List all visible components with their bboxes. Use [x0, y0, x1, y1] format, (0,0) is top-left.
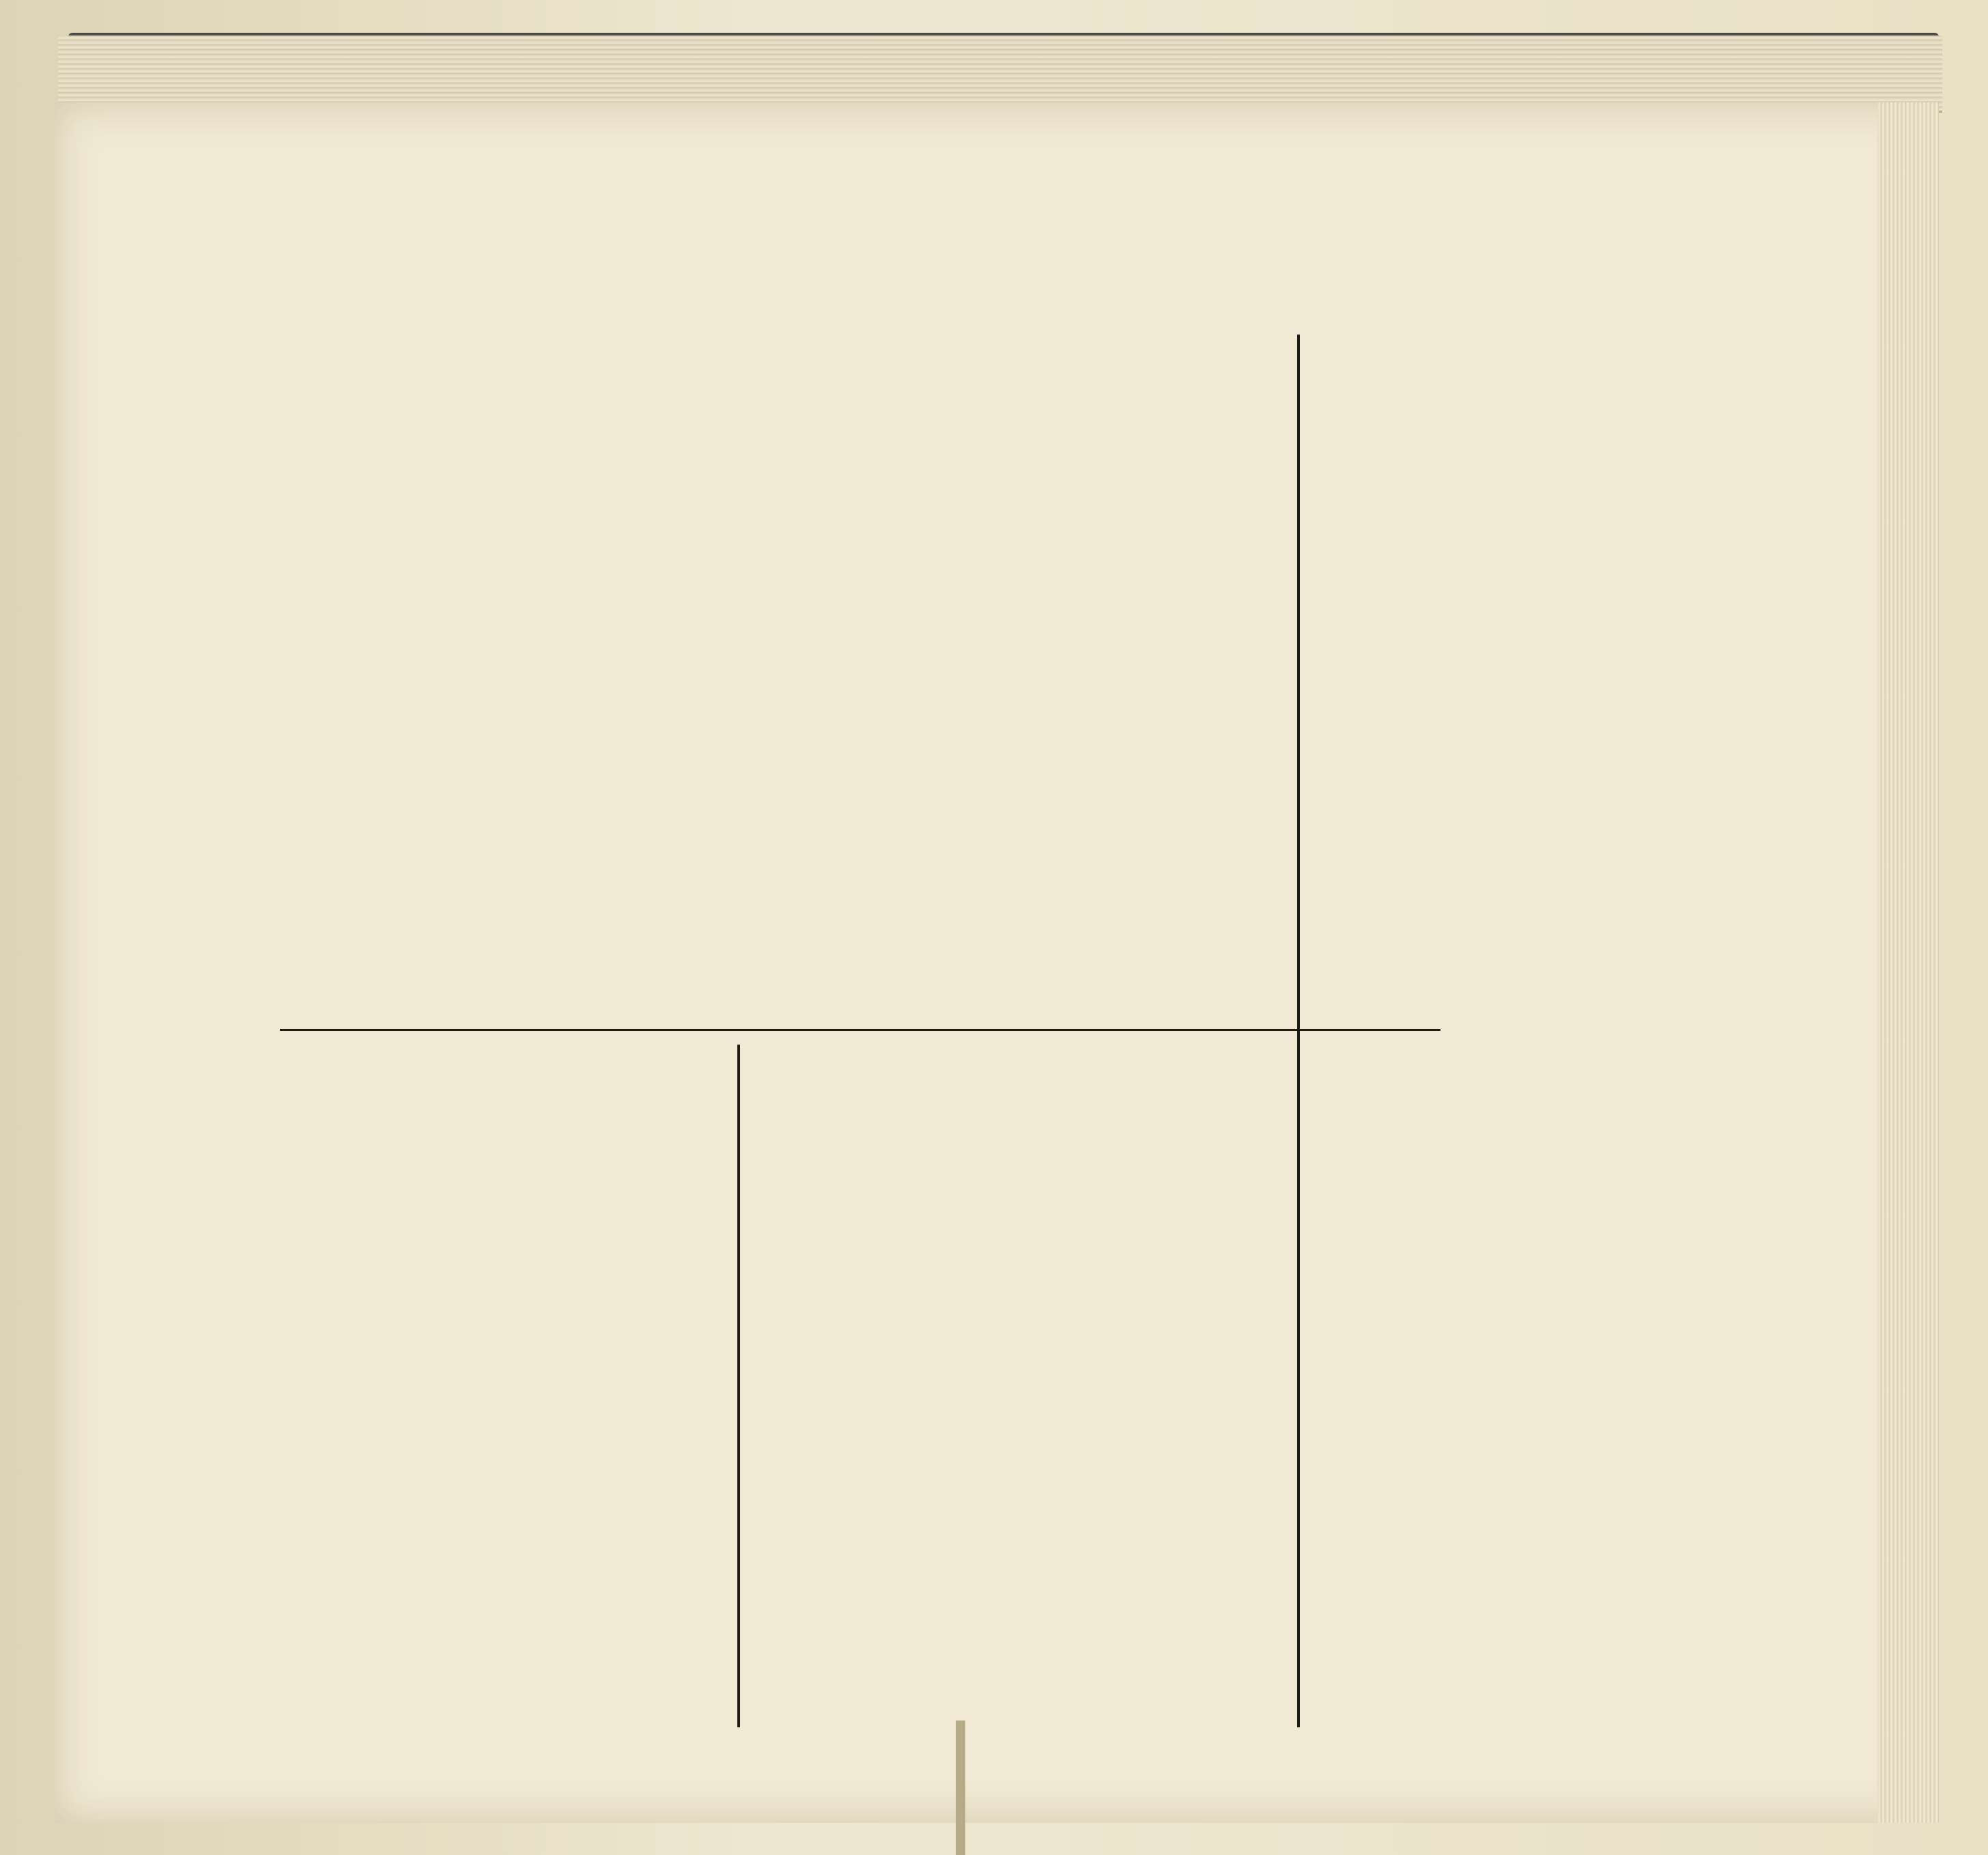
page-fold [956, 1721, 965, 1855]
rotated-page-content [212, 55, 1488, 1727]
footer-divider [1297, 335, 1300, 1727]
divider [737, 1045, 740, 1727]
page-fore-edge [1877, 102, 1939, 1823]
column-rule [280, 1029, 1440, 1031]
